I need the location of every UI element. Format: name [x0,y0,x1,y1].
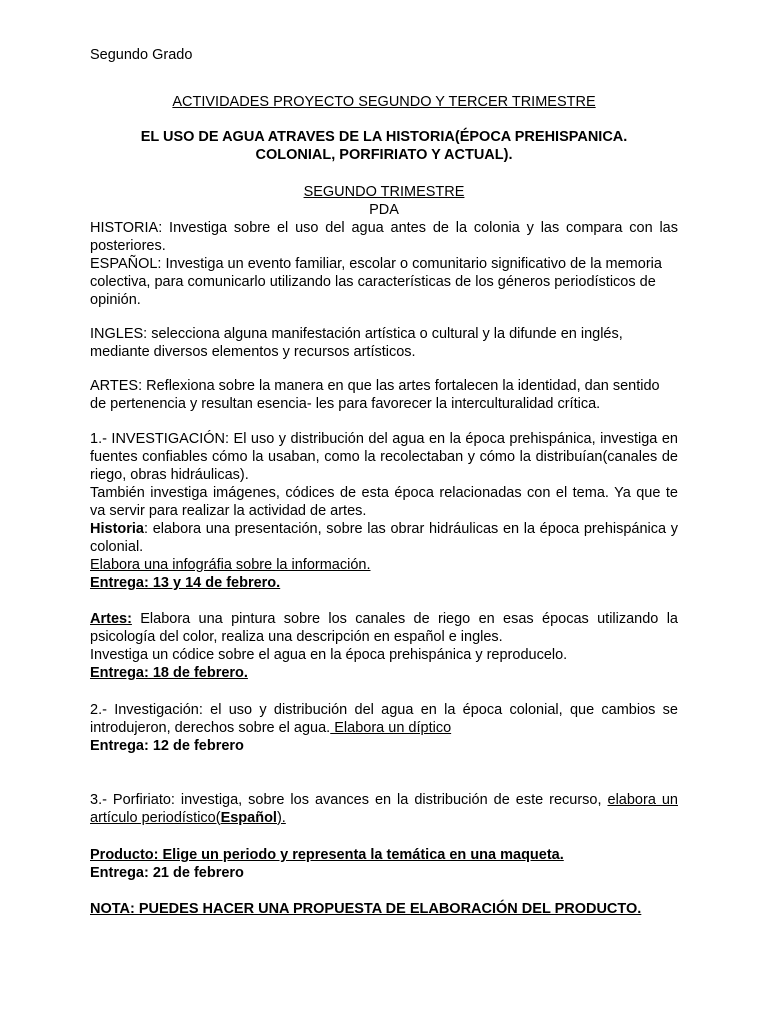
activity-3-link-end: ). [276,810,286,826]
artes-description [90,610,678,646]
artes-delivery: Entrega: 18 de febrero. [90,665,248,681]
activity-3-espanol: Español [220,810,277,826]
artes-label: Artes: [90,611,132,627]
note: NOTA: PUEDES HACER UNA PROPUESTA DE ELABORACIÓN DEL PRODUCTO. [90,901,642,917]
pda-historia: HISTORIA: Investiga sobre el uso del agua antes de la colonia y las compara con las posteriores. [90,220,678,254]
project-title-line-1: EL USO DE AGUA ATRAVES DE LA HISTORIA(ÉPOCA PREHISPANICA. [140,129,628,145]
activities-title: ACTIVIDADES PROYECTO SEGUNDO Y TERCER TRIMESTRE [172,94,596,110]
artes-activity [90,610,678,682]
activity-3 [90,791,678,827]
activity-1-intro: 1.- INVESTIGACIÓN: El uso y distribución del agua en la época prehispánica, investiga en fuentes confiables cómo la usaban, como la recolectaban y cómo la distribuían(canales de riego, obras hidráulicas). [90,431,678,483]
grade-label: Segundo Grado [90,47,193,63]
product-block [90,846,678,882]
pda-label: PDA [369,202,399,218]
activity-2 [90,701,678,755]
pda-artes: ARTES: Reflexiona sobre la manera en que las artes fortalecen la identidad, dan sentido de pertenencia y resultan esencia- les para favorecer la interculturalidad crítica. [90,378,660,412]
historia-text: : elabora una presentación, sobre las obrar hidráulicas en la época prehispánica y colonial. [90,521,678,555]
pda-historia-espanol [90,219,678,309]
project-title [90,128,678,164]
product-text: Producto: Elige un periodo y representa la temática en una maqueta. [90,847,564,863]
historia-label: Historia [90,521,144,537]
activity-1-images: También investiga imágenes, códices de esta época relacionadas con el tema. Ya que te va servir para realizar la actividad de artes. [90,485,678,519]
activity-2-diptico: Elabora un díptico [330,720,452,736]
activity-3-body: 3.- Porfiriato: investiga, sobre los avances en la distribución de este recurso, [90,792,608,808]
trimester-heading [90,183,678,219]
activity-2-body: 2.- Investigación: el uso y distribución del agua en la época colonial, que cambios se introdujeron, derechos sobre el agua. [90,702,678,736]
project-title-line-2: COLONIAL, PORFIRIATO Y ACTUAL). [255,147,513,163]
activity-1-historia [90,520,678,556]
product-delivery: Entrega: 21 de febrero [90,865,244,881]
activity-2-delivery: Entrega: 12 de febrero [90,738,244,754]
pda-espanol: ESPAÑOL: Investiga un evento familiar, escolar o comunitario significativo de la memoria colectiva, para comunicarlo utilizando las características de los géneros periodísticos de opinión. [90,256,662,308]
activity-2-text [90,701,678,737]
activity-1 [90,430,678,592]
pda-ingles: INGLES: selecciona alguna manifestación artística o cultural y la difunde en inglés, mediante diversos elementos y recursos artísticos. [90,326,623,360]
activity-1-infografia: Elabora una infográfia sobre la información. [90,557,371,573]
artes-codice: Investiga un códice sobre el agua en la época prehispánica y reproducelo. [90,647,568,663]
activity-3-link: elabora un artículo periodístico( [90,792,678,826]
artes-text: Elabora una pintura sobre los canales de riego en esas épocas utilizando la psicología del color, realiza una descripción en español e ingles. [90,611,678,645]
activity-1-delivery: Entrega: 13 y 14 de febrero. [90,575,281,591]
trimester-title: SEGUNDO TRIMESTRE [303,184,465,200]
